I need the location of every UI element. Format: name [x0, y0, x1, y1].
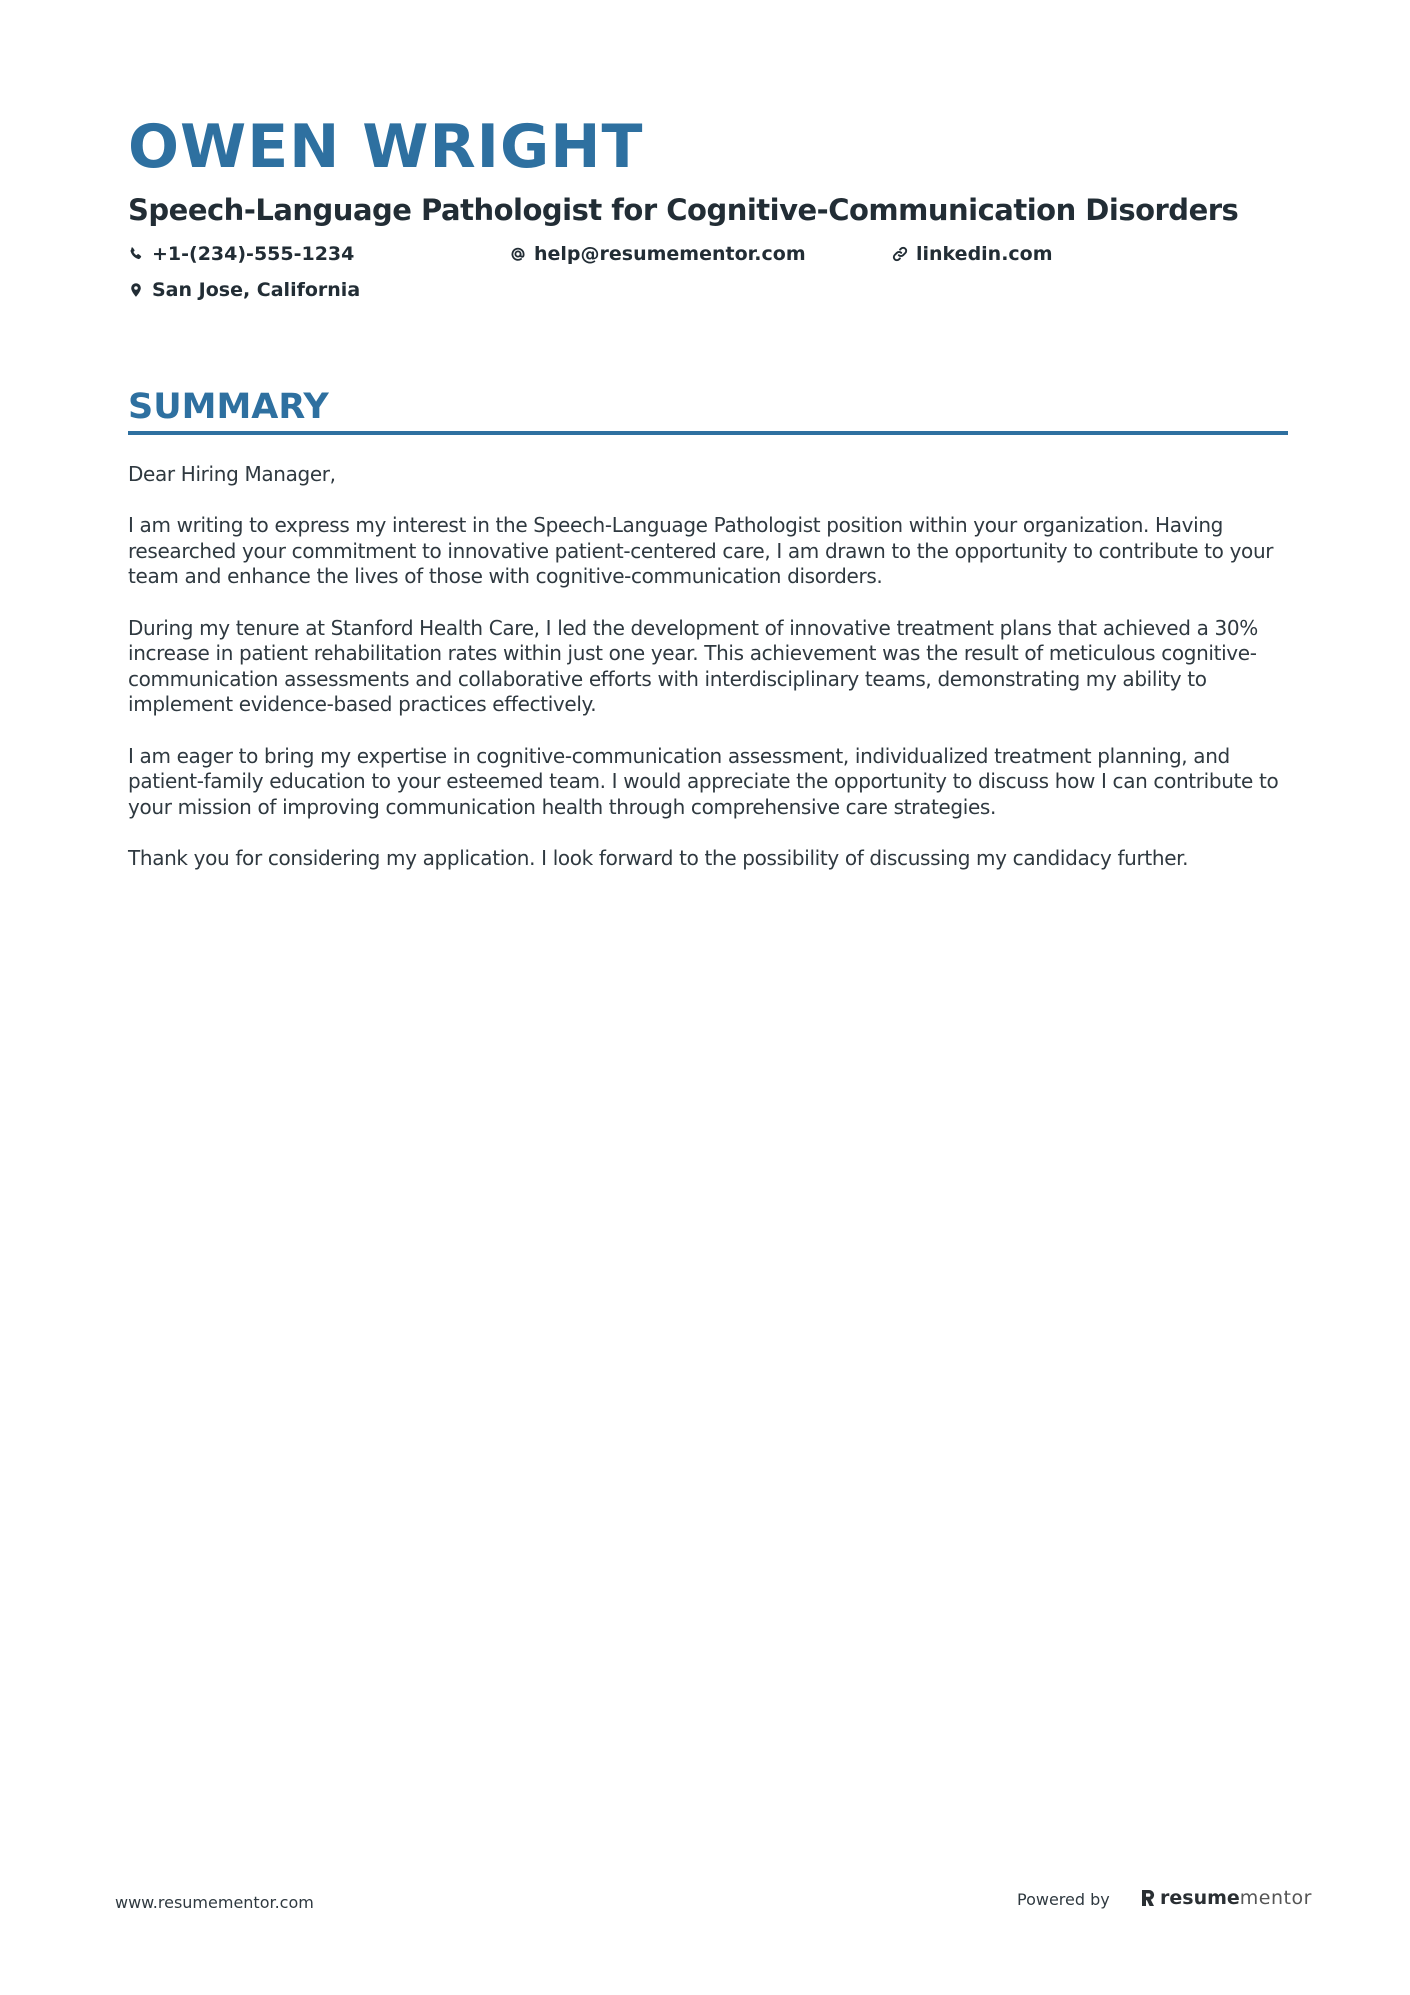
contact-link [892, 241, 1053, 267]
brand-name-light: mentor [1239, 1887, 1312, 1909]
summary-paragraph: Dear Hiring Manager, [128, 462, 336, 486]
powered-by-label: Powered by [1017, 1890, 1110, 1909]
summary-heading: SUMMARY [128, 387, 329, 427]
resumementor-logo-icon [1140, 1888, 1156, 1908]
candidate-name: OWEN WRIGHT [128, 112, 644, 182]
location-pin-icon [128, 282, 144, 298]
summary-paragraph: I am eager to bring my expertise in cognitive-communication assessment, individualized treatment planning, and patient-family education to your esteemed team. I would appreciate the opportunity to discuss how I can contribute to your mission of improving communication health through comprehensive care strategies. [128, 743, 1279, 819]
summary-paragraph: During my tenure at Stanford Health Care, I led the development of innovative treatment plans that achieved a 30% increase in patient rehabilitation rates within just one year. This achievement was the result of meticulous cognitive-communication assessments and collaborative efforts with interdisciplinary teams, demonstrating my ability to implement evidence-based practices effectively. [128, 615, 1258, 717]
brand-logo[interactable] [1140, 1885, 1312, 1911]
summary-paragraph: I am writing to express my interest in the Speech-Language Pathologist position within your organization. Having researched your commitment to innovative patient-centered care, I am drawn to the opportunity to contribute to your team and enhance the lives of those with cognitive-communication disorders. [128, 513, 1274, 589]
contact-phone [128, 241, 354, 267]
at-icon [510, 246, 526, 262]
email-text[interactable]: help@resumementor.com [534, 243, 806, 265]
location-text: San Jose, California [152, 279, 361, 301]
contact-location [128, 277, 360, 303]
section-divider [128, 431, 1288, 435]
phone-text[interactable]: +1-(234)-555-1234 [152, 243, 355, 265]
brand-name-bold: resume [1160, 1887, 1240, 1909]
link-text[interactable]: linkedin.com [916, 243, 1053, 265]
link-icon [892, 246, 908, 262]
footer-url[interactable]: www.resumementor.com [115, 1893, 314, 1912]
summary-body [128, 462, 1288, 897]
contact-email [510, 241, 806, 267]
phone-icon [128, 246, 144, 262]
summary-paragraph: Thank you for considering my application. I look forward to the possibility of discussing my candidacy further. [128, 845, 1189, 870]
candidate-title: Speech-Language Pathologist for Cognitive-Communication Disorders [128, 193, 1239, 227]
